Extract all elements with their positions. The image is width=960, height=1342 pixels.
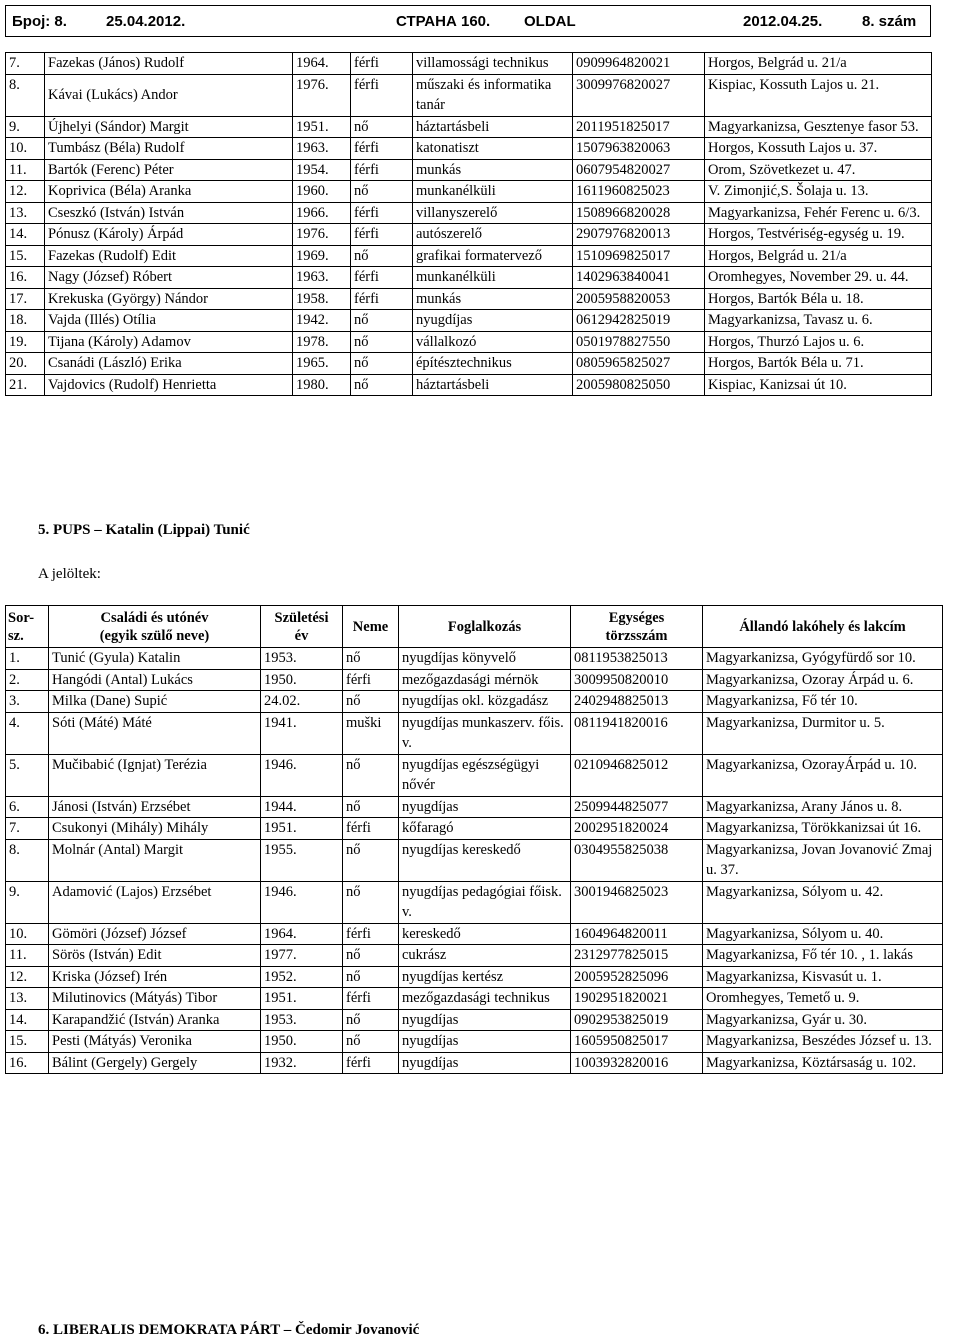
cell-id: 1604964820011 xyxy=(571,923,703,945)
cell-job: kőfaragó xyxy=(399,818,571,840)
table-row xyxy=(6,74,932,116)
cell-id: 3009950820010 xyxy=(571,669,703,691)
cell-id: 1402963840041 xyxy=(573,267,705,289)
cell-id: 0607954820027 xyxy=(573,159,705,181)
cell-year: 1932. xyxy=(261,1052,343,1074)
cell-id: 0501978827550 xyxy=(573,331,705,353)
cell-id: 2509944825077 xyxy=(571,796,703,818)
cell-job: vállalkozó xyxy=(413,331,573,353)
cell-addr: Magyarkanizsa, Fehér Ferenc u. 6/3. xyxy=(705,202,932,224)
cell-addr: Oromhegyes, Temető u. 9. xyxy=(703,988,943,1010)
cell-job: munkás xyxy=(413,159,573,181)
cell-job: nyugdíjas xyxy=(399,1009,571,1031)
cell-name: Bartók (Ferenc) Péter xyxy=(45,159,293,181)
cell-sex: nő xyxy=(343,1031,399,1053)
cell-name: Jánosi (István) Erzsébet xyxy=(49,796,261,818)
cell-year: 1951. xyxy=(293,116,351,138)
cell-no: 9. xyxy=(6,881,49,923)
section-title: 5. PUPS – Katalin (Lippai) Tunić xyxy=(38,522,250,538)
cell-year: 1954. xyxy=(293,159,351,181)
header-szam: 8. szám xyxy=(862,12,917,30)
cell-year: 1944. xyxy=(261,796,343,818)
table-row xyxy=(6,1009,943,1031)
cell-addr: Magyarkanizsa, Köztársaság u. 102. xyxy=(703,1052,943,1074)
cell-job: cukrász xyxy=(399,945,571,967)
cell-sex: férfi xyxy=(343,818,399,840)
cell-job: mezőgazdasági technikus xyxy=(399,988,571,1010)
header-page: СТРАНА 160. xyxy=(396,12,491,30)
cell-job: nyugdíjas munkaszerv. főis. v. xyxy=(399,712,571,754)
cell-job: nyugdíjas kereskedő xyxy=(399,839,571,881)
cell-addr: Oromhegyes, November 29. u. 44. xyxy=(705,267,932,289)
cell-name: Pesti (Mátyás) Veronika xyxy=(49,1031,261,1053)
table-row xyxy=(6,331,932,353)
cell-no: 16. xyxy=(6,267,45,289)
table-row xyxy=(6,796,943,818)
cell-year: 1950. xyxy=(261,669,343,691)
cell-no: 20. xyxy=(6,353,45,375)
cell-sex: nő xyxy=(351,181,413,203)
cell-addr: Magyarkanizsa, Tavasz u. 6. xyxy=(705,310,932,332)
cell-name: Tijana (Károly) Adamov xyxy=(45,331,293,353)
cell-sex: nő xyxy=(343,945,399,967)
cell-id: 1902951820021 xyxy=(571,988,703,1010)
cell-addr: Magyarkanizsa, Sólyom u. 42. xyxy=(703,881,943,923)
cell-year: 1964. xyxy=(293,53,351,75)
cell-sex: férfi xyxy=(351,53,413,75)
cell-sex: nő xyxy=(343,796,399,818)
page-header xyxy=(5,5,931,37)
table-row xyxy=(6,669,943,691)
cell-job: nyugdíjas pedagógiai főisk. v. xyxy=(399,881,571,923)
cell-sex: férfi xyxy=(351,224,413,246)
cell-year: 1966. xyxy=(293,202,351,224)
cell-addr: Magyarkanizsa, Kisvasút u. 1. xyxy=(703,966,943,988)
cell-id: 2005980825050 xyxy=(573,374,705,396)
cell-id: 0304955825038 xyxy=(571,839,703,881)
cell-job: építésztechnikus xyxy=(413,353,573,375)
cell-name: Csanádi (László) Erika xyxy=(45,353,293,375)
cell-addr: Magyarkanizsa, Ozoray Árpád u. 6. xyxy=(703,669,943,691)
cell-sex: férfi xyxy=(343,1052,399,1074)
header-date-left: 25.04.2012. xyxy=(106,12,186,30)
cell-job: nyugdíjas kertész xyxy=(399,966,571,988)
header-date-right: 2012.04.25. xyxy=(743,12,823,30)
table-row xyxy=(6,267,932,289)
cell-job: grafikai formatervező xyxy=(413,245,573,267)
cell-job: nyugdíjas xyxy=(399,796,571,818)
cell-no: 14. xyxy=(6,1009,49,1031)
cell-name: Csukonyi (Mihály) Mihály xyxy=(49,818,261,840)
cell-name: Karapandžić (István) Aranka xyxy=(49,1009,261,1031)
candidate-table-1 xyxy=(5,52,932,396)
header-name: Családi és utónév (egyik szülő neve) xyxy=(49,606,261,648)
cell-no: 7. xyxy=(6,53,45,75)
table-row xyxy=(6,881,943,923)
cell-id: 1510969825017 xyxy=(573,245,705,267)
table-row xyxy=(6,181,932,203)
cell-year: 24.02. xyxy=(261,691,343,713)
cell-sex: férfi xyxy=(343,988,399,1010)
cell-sex: nő xyxy=(343,1009,399,1031)
cell-addr: Magyarkanizsa, Fő tér 10. xyxy=(703,691,943,713)
table-row xyxy=(6,159,932,181)
cell-job: villamossági technikus xyxy=(413,53,573,75)
table-row xyxy=(6,138,932,160)
cell-no: 14. xyxy=(6,224,45,246)
cell-addr: Horgos, Bartók Béla u. 18. xyxy=(705,288,932,310)
cell-job: villanyszerelő xyxy=(413,202,573,224)
table-row xyxy=(6,245,932,267)
cell-no: 11. xyxy=(6,945,49,967)
header-year: Születési év xyxy=(261,606,343,648)
table-header-row xyxy=(6,606,943,648)
cell-sex: nő xyxy=(351,374,413,396)
cell-id: 2005958820053 xyxy=(573,288,705,310)
cell-year: 1951. xyxy=(261,818,343,840)
cell-no: 10. xyxy=(6,923,49,945)
cell-id: 1611960825023 xyxy=(573,181,705,203)
table-row xyxy=(6,988,943,1010)
cell-no: 2. xyxy=(6,669,49,691)
cell-job: nyugdíjas könyvelő xyxy=(399,648,571,670)
cell-name: Vajda (Illés) Otília xyxy=(45,310,293,332)
cell-year: 1976. xyxy=(293,74,351,116)
cell-addr: Magyarkanizsa, Jovan Jovanović Zmaj u. 37. xyxy=(703,839,943,881)
cell-name: Adamović (Lajos) Erzsébet xyxy=(49,881,261,923)
cell-job: mezőgazdasági mérnök xyxy=(399,669,571,691)
cell-sex: férfi xyxy=(351,138,413,160)
cell-addr: Magyarkanizsa, Beszédes József u. 13. xyxy=(703,1031,943,1053)
cell-name: Bálint (Gergely) Gergely xyxy=(49,1052,261,1074)
cell-no: 6. xyxy=(6,796,49,818)
cell-addr: Magyarkanizsa, Törökkanizsai út 16. xyxy=(703,818,943,840)
cell-job: háztartásbeli xyxy=(413,374,573,396)
cell-id: 0612942825019 xyxy=(573,310,705,332)
cell-name: Sörös (István) Edit xyxy=(49,945,261,967)
cell-no: 21. xyxy=(6,374,45,396)
cell-job: nyugdíjas egészségügyi nővér xyxy=(399,754,571,796)
cell-name: Gömöri (József) József xyxy=(49,923,261,945)
cell-year: 1977. xyxy=(261,945,343,967)
cell-addr: Horgos, Testvériség-egység u. 19. xyxy=(705,224,932,246)
table-row xyxy=(6,224,932,246)
cell-addr: Horgos, Belgrád u. 21/a xyxy=(705,245,932,267)
cell-id: 2312977825015 xyxy=(571,945,703,967)
cell-no: 16. xyxy=(6,1052,49,1074)
cell-name: Nagy (József) Róbert xyxy=(45,267,293,289)
cell-year: 1955. xyxy=(261,839,343,881)
cell-job: nyugdíjas xyxy=(413,310,573,332)
cell-id: 0805965825027 xyxy=(573,353,705,375)
cell-no: 4. xyxy=(6,712,49,754)
cell-no: 8. xyxy=(6,839,49,881)
cell-id: 0811941820016 xyxy=(571,712,703,754)
cell-addr: Kispiac, Kossuth Lajos u. 21. xyxy=(705,74,932,116)
cell-addr: Magyarkanizsa, Gesztenye fasor 53. xyxy=(705,116,932,138)
cell-sex: nő xyxy=(351,331,413,353)
cell-year: 1965. xyxy=(293,353,351,375)
cell-id: 0811953825013 xyxy=(571,648,703,670)
header-job: Foglalkozás xyxy=(399,606,571,648)
cell-job: nyugdíjas xyxy=(399,1052,571,1074)
cell-year: 1964. xyxy=(261,923,343,945)
cell-sex: férfi xyxy=(351,288,413,310)
cell-addr: V. Zimonjić,S. Šolaja u. 13. xyxy=(705,181,932,203)
cell-id: 2002951820024 xyxy=(571,818,703,840)
cell-no: 5. xyxy=(6,754,49,796)
cell-addr: Magyarkanizsa, Durmitor u. 5. xyxy=(703,712,943,754)
cell-addr: Magyarkanizsa, Arany János u. 8. xyxy=(703,796,943,818)
cell-job: háztartásbeli xyxy=(413,116,573,138)
header-addr: Állandó lakóhely és lakcím xyxy=(703,606,943,648)
header-broj: Број: 8. xyxy=(12,12,67,30)
cell-sex: nő xyxy=(343,691,399,713)
cell-sex: nő xyxy=(351,245,413,267)
table-row xyxy=(6,691,943,713)
cell-addr: Kispiac, Kanizsai út 10. xyxy=(705,374,932,396)
cell-name: Vajdovics (Rudolf) Henrietta xyxy=(45,374,293,396)
cell-no: 10. xyxy=(6,138,45,160)
cell-year: 1952. xyxy=(261,966,343,988)
cell-id: 2907976820013 xyxy=(573,224,705,246)
cell-no: 15. xyxy=(6,245,45,267)
candidates-label: A jelöltek: xyxy=(38,566,101,582)
cell-sex: férfi xyxy=(343,669,399,691)
cell-name: Tunić (Gyula) Katalin xyxy=(49,648,261,670)
cell-id: 0210946825012 xyxy=(571,754,703,796)
cell-addr: Magyarkanizsa, Gyógyfürdő sor 10. xyxy=(703,648,943,670)
table-row xyxy=(6,754,943,796)
cell-id: 2402948825013 xyxy=(571,691,703,713)
cell-id: 0902953825019 xyxy=(571,1009,703,1031)
cell-name: Tumbász (Béla) Rudolf xyxy=(45,138,293,160)
cell-name: Milutinovics (Mátyás) Tibor xyxy=(49,988,261,1010)
cell-no: 19. xyxy=(6,331,45,353)
cell-year: 1978. xyxy=(293,331,351,353)
cell-sex: nő xyxy=(343,754,399,796)
cell-job: nyugdíjas okl. közgadász xyxy=(399,691,571,713)
candidate-table-2 xyxy=(5,605,943,1074)
table-row xyxy=(6,116,932,138)
cell-name: Fazekas (Rudolf) Edit xyxy=(45,245,293,267)
table-row xyxy=(6,1031,943,1053)
cell-year: 1960. xyxy=(293,181,351,203)
header-no: Sor- sz. xyxy=(6,606,49,648)
cell-name: Sóti (Máté) Máté xyxy=(49,712,261,754)
cell-no: 8. xyxy=(6,74,45,116)
cell-year: 1951. xyxy=(261,988,343,1010)
cell-addr: Magyarkanizsa, Gyár u. 30. xyxy=(703,1009,943,1031)
cell-sex: nő xyxy=(343,966,399,988)
table-row xyxy=(6,945,943,967)
cell-year: 1941. xyxy=(261,712,343,754)
cell-year: 1946. xyxy=(261,754,343,796)
cell-no: 17. xyxy=(6,288,45,310)
table-row xyxy=(6,1052,943,1074)
cell-sex: férfi xyxy=(351,74,413,116)
cell-addr: Horgos, Kossuth Lajos u. 37. xyxy=(705,138,932,160)
header-oldal: OLDAL xyxy=(524,12,576,30)
table-row xyxy=(6,310,932,332)
cell-addr: Horgos, Belgrád u. 21/a xyxy=(705,53,932,75)
cell-name: Mučibabić (Ignjat) Terézia xyxy=(49,754,261,796)
cell-name: Hangódi (Antal) Lukács xyxy=(49,669,261,691)
table-row xyxy=(6,374,932,396)
cell-addr: Magyarkanizsa, Sólyom u. 40. xyxy=(703,923,943,945)
cell-id: 3009976820027 xyxy=(573,74,705,116)
cell-no: 13. xyxy=(6,988,49,1010)
cell-no: 12. xyxy=(6,966,49,988)
cell-sex: nő xyxy=(351,116,413,138)
cell-addr: Magyarkanizsa, OzorayÁrpád u. 10. xyxy=(703,754,943,796)
header-sex: Neme xyxy=(343,606,399,648)
cell-id: 2011951825017 xyxy=(573,116,705,138)
cell-no: 3. xyxy=(6,691,49,713)
cell-name: Koprivica (Béla) Aranka xyxy=(45,181,293,203)
cell-sex: férfi xyxy=(343,923,399,945)
table-row xyxy=(6,353,932,375)
cell-year: 1976. xyxy=(293,224,351,246)
cell-job: autószerelő xyxy=(413,224,573,246)
cell-name: Pónusz (Károly) Árpád xyxy=(45,224,293,246)
cell-job: nyugdíjas xyxy=(399,1031,571,1053)
cell-job: műszaki és informatika tanár xyxy=(413,74,573,116)
table-row xyxy=(6,923,943,945)
table-row xyxy=(6,818,943,840)
cell-addr: Orom, Szövetkezet u. 47. xyxy=(705,159,932,181)
cell-id: 1508966820028 xyxy=(573,202,705,224)
cell-sex: férfi xyxy=(351,202,413,224)
cell-no: 15. xyxy=(6,1031,49,1053)
cell-addr: Horgos, Bartók Béla u. 71. xyxy=(705,353,932,375)
cell-no: 13. xyxy=(6,202,45,224)
cell-name: Krekuska (György) Nándor xyxy=(45,288,293,310)
cell-sex: nő xyxy=(343,839,399,881)
cell-no: 7. xyxy=(6,818,49,840)
cell-job: munkanélküli xyxy=(413,267,573,289)
cell-job: kereskedő xyxy=(399,923,571,945)
cell-sex: nő xyxy=(343,648,399,670)
cell-id: 1003932820016 xyxy=(571,1052,703,1074)
cell-sex: férfi xyxy=(351,267,413,289)
cell-id: 0909964820021 xyxy=(573,53,705,75)
cell-name: Kávai (Lukács) Andor xyxy=(45,74,293,116)
cell-sex: nő xyxy=(343,881,399,923)
cell-sex: nő xyxy=(351,310,413,332)
table-row xyxy=(6,202,932,224)
cell-name: Milka (Dane) Supić xyxy=(49,691,261,713)
cell-addr: Magyarkanizsa, Fő tér 10. , 1. lakás xyxy=(703,945,943,967)
table-row xyxy=(6,288,932,310)
cell-year: 1946. xyxy=(261,881,343,923)
header-id: Egységes törzsszám xyxy=(571,606,703,648)
cell-year: 1963. xyxy=(293,267,351,289)
cell-no: 12. xyxy=(6,181,45,203)
cell-id: 3001946825023 xyxy=(571,881,703,923)
cell-year: 1969. xyxy=(293,245,351,267)
cell-year: 1953. xyxy=(261,648,343,670)
cell-sex: férfi xyxy=(351,159,413,181)
cell-addr: Horgos, Thurzó Lajos u. 6. xyxy=(705,331,932,353)
cell-name: Kriska (József) Irén xyxy=(49,966,261,988)
cell-name: Cseszkó (István) István xyxy=(45,202,293,224)
cell-year: 1958. xyxy=(293,288,351,310)
cell-year: 1980. xyxy=(293,374,351,396)
cell-id: 2005952825096 xyxy=(571,966,703,988)
cell-year: 1953. xyxy=(261,1009,343,1031)
table-row xyxy=(6,839,943,881)
cell-job: katonatiszt xyxy=(413,138,573,160)
cell-no: 9. xyxy=(6,116,45,138)
table-row xyxy=(6,966,943,988)
cell-no: 11. xyxy=(6,159,45,181)
cell-year: 1950. xyxy=(261,1031,343,1053)
cell-year: 1942. xyxy=(293,310,351,332)
cell-job: munkanélküli xyxy=(413,181,573,203)
next-section-title: 6. LIBERALIS DEMOKRATA PÁRT – Čedomir Jovanović xyxy=(38,1322,420,1338)
cell-id: 1605950825017 xyxy=(571,1031,703,1053)
cell-name: Újhelyi (Sándor) Margit xyxy=(45,116,293,138)
table-row xyxy=(6,648,943,670)
cell-sex: muški xyxy=(343,712,399,754)
cell-name: Fazekas (János) Rudolf xyxy=(45,53,293,75)
cell-no: 1. xyxy=(6,648,49,670)
cell-job: munkás xyxy=(413,288,573,310)
cell-no: 18. xyxy=(6,310,45,332)
cell-id: 1507963820063 xyxy=(573,138,705,160)
cell-name: Molnár (Antal) Margit xyxy=(49,839,261,881)
cell-year: 1963. xyxy=(293,138,351,160)
table-row xyxy=(6,53,932,75)
table-row xyxy=(6,712,943,754)
cell-sex: nő xyxy=(351,353,413,375)
